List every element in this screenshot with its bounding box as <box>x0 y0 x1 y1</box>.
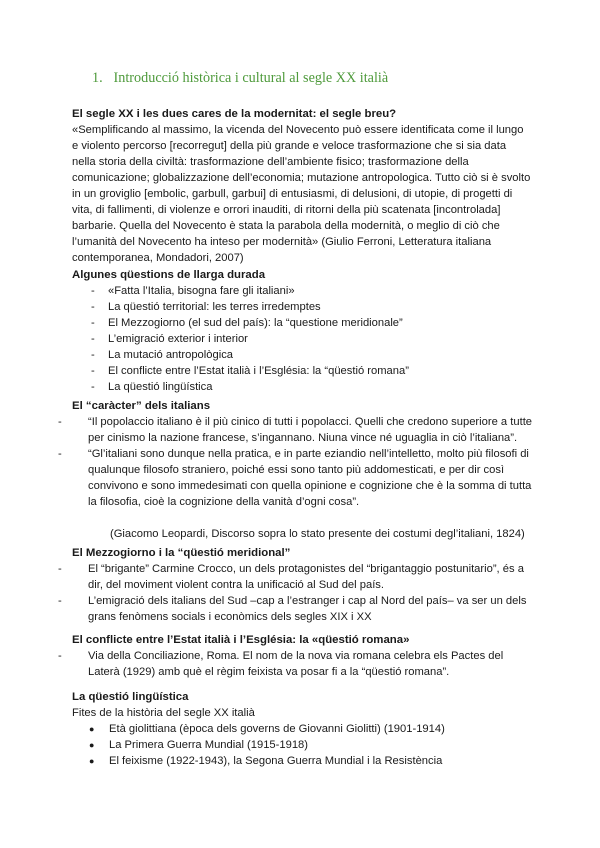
text-line: qualunque filosofo straniero, poiché essi sono tanto più addomesticati, e per dir così <box>88 464 505 476</box>
text-line: dir, del moviment violent contra la unificació al Sud del país. <box>88 579 385 591</box>
list-item <box>72 446 534 510</box>
list-item: ● El feixisme (1922-1943), la Segona Guerra Mundial i la Resistència <box>72 753 534 769</box>
text-line: nella storia della civiltà: trasformazione dell’ambiente fisico; trasformazione della <box>72 156 469 168</box>
list-item <box>72 561 534 593</box>
section-title: El “caràcter” dels italians <box>72 400 211 412</box>
list-item <box>72 414 534 446</box>
text-line: la filosofia, cioè la cognizione della vanità d’ogni cosa”. <box>88 496 360 508</box>
text-line: l’umanità del Novecento ha inteso per modernità» (Giulio Ferroni, Letteratura italiana <box>72 236 492 248</box>
section-intro <box>72 705 534 721</box>
list-item: - El Mezzogiorno (el sud del país): la “questione meridionale” <box>72 315 534 331</box>
text-line: per cinismo la nazione francese, s’ingannano. Niuna vince né uguaglia in ciò l’italiana”. <box>88 432 518 444</box>
citation-leopardi: (Giacomo Leopardi, Discorso sopra lo stato presente dei costumi degl’italiani, 1824) <box>110 528 525 540</box>
dash-list <box>72 283 534 395</box>
list-item: ● Età giolittiana (època dels governs de Giovanni Giolitti) (1901-1914) <box>72 721 534 737</box>
text-line: Fites de la història del segle XX italià <box>72 707 255 719</box>
section-title: El conflicte entre l’Estat italià i l’Església: la «qüestió romana» <box>72 634 410 646</box>
text-line: «Semplificando al massimo, la vicenda del Novecento può essere identificata come il lungo <box>72 124 524 136</box>
text-line: barbarie. Quella del Novecento è stata la parabola della modernità, o meglio di ciò che <box>72 220 500 232</box>
section-questions-llarga-durada <box>72 267 534 395</box>
list-item: - L’emigració exterior i interior <box>72 331 534 347</box>
section-title: La qüestió lingüística <box>72 691 189 703</box>
list-item: ● La Primera Guerra Mundial (1915-1918) <box>72 737 534 753</box>
text-line: - L’emigració dels italians del Sud –cap a l’estranger i cap al Nord del país– va ser un dels <box>88 595 527 607</box>
section-title: El Mezzogiorno i la “qüestió meridional” <box>72 547 291 559</box>
text-line: e violento percorso [recorregut] della più grande e veloce trasformazione che si sia data <box>72 140 507 152</box>
text-line: vita, di fallimenti, di violenze e orrori inauditi, di ritorni della più scatenata [incontrolada] <box>72 204 501 216</box>
text-line: contemporanea, Mondadori, 2007) <box>72 252 244 264</box>
text-line: convivono e sono immedesimati con quella opinione e cognizione che è la somma di tutta <box>88 480 532 492</box>
list-item: - «Fatta l’Italia, bisogna fare gli italiani» <box>72 283 534 299</box>
chapter-title: Introducció històrica i cultural al segle XX italià <box>113 70 389 86</box>
dash-list <box>72 648 534 680</box>
section-mezzogiorno <box>72 545 534 625</box>
text-line: grans fenòmens socials i econòmics dels segles XIX i XX <box>88 611 372 623</box>
text-line: - Via della Conciliazione, Roma. El nom de la nova via romana celebra els Pactes del <box>88 650 504 662</box>
section-questio-linguistica <box>72 689 534 769</box>
section-title: Algunes qüestions de llarga durada <box>72 269 266 281</box>
quote-ferroni <box>72 122 534 266</box>
chapter-heading <box>92 70 388 86</box>
list-item: - El conflicte entre l’Estat italià i l’Església: la “qüestió romana” <box>72 363 534 379</box>
text-line: - “Il popolaccio italiano è il più cinico di tutti i popolacci. Quelli che credono superiore a tutte <box>88 416 533 428</box>
list-item: - La qüestió lingüística <box>72 379 534 395</box>
text-line: comunicazione; globalizzazione dell’economia; mutazione antropologica. Tutto ciò si è svolto <box>72 172 531 184</box>
list-item <box>72 593 534 625</box>
dash-list <box>72 561 534 625</box>
text-line: - “Gl’italiani sono dunque nella pratica, e in parte eziandio nell’intelletto, molto più filosofi di <box>88 448 529 460</box>
section-segle-breu <box>72 106 534 266</box>
list-item: - La qüestió territorial: les terres irredemptes <box>72 299 534 315</box>
chapter-number: 1. <box>92 70 103 86</box>
section-title: El segle XX i les dues cares de la modernitat: el segle breu? <box>72 108 397 120</box>
bullet-list <box>72 721 534 769</box>
text-line: Laterà (1929) amb què el règim feixista va posar fi a la “qüestió romana”. <box>88 666 450 678</box>
section-questio-romana <box>72 632 534 680</box>
list-item <box>72 648 534 680</box>
section-caracter-italians <box>72 398 534 542</box>
text-line: in un groviglio [embolic, garbull, garbui] di entusiasmi, di delusioni, di utopie, di progetti di <box>72 188 513 200</box>
text-line: - El “brigante” Carmine Crocco, un dels protagonistes del “brigantaggio postunitario”, és a <box>88 563 524 575</box>
list-item: - La mutació antropològica <box>72 347 534 363</box>
quote-list <box>72 414 534 510</box>
